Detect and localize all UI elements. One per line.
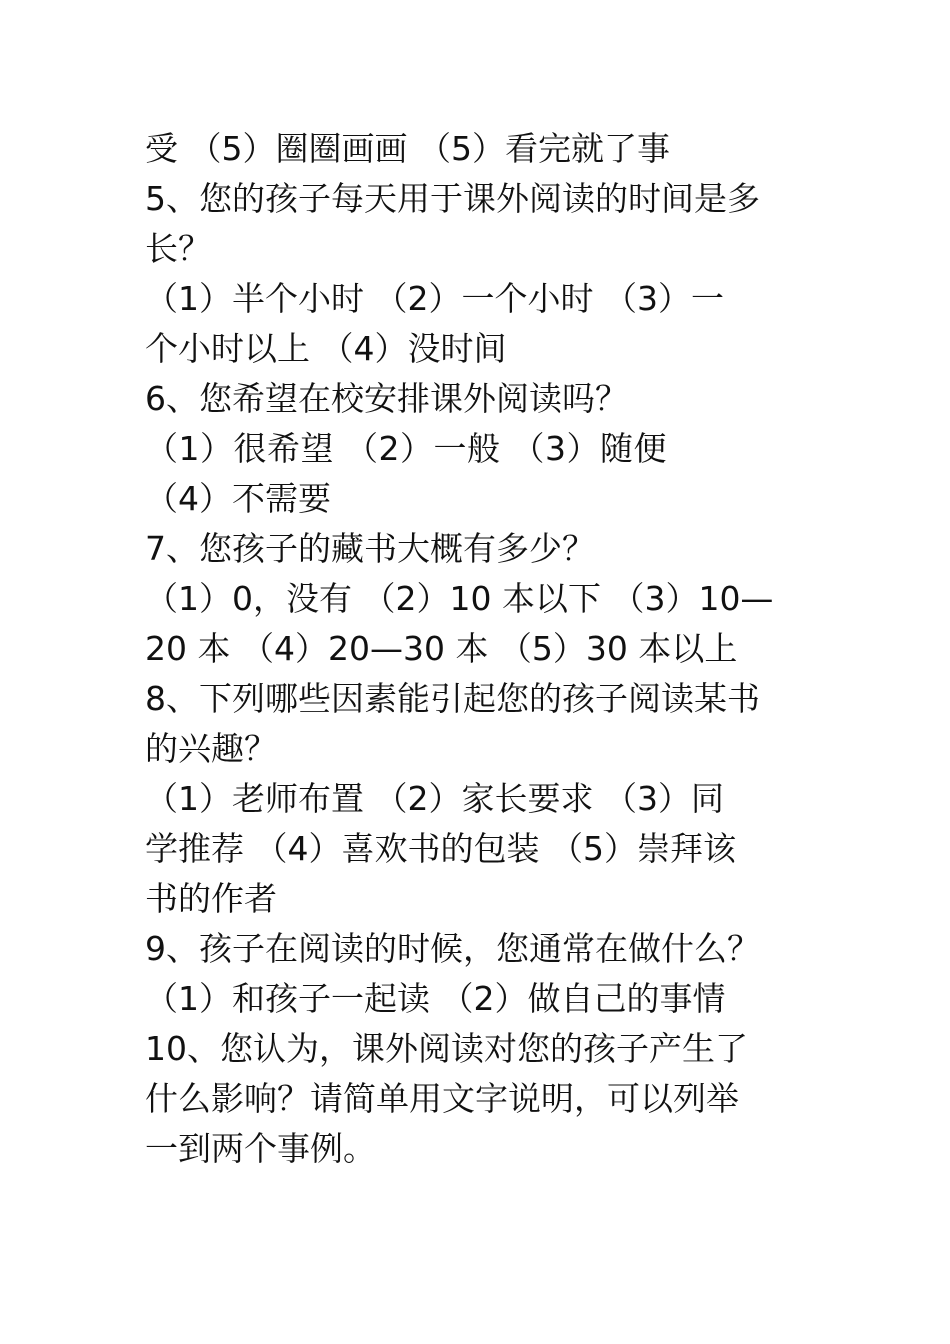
question-7-options-line-2: 20 本 （4）20—30 本 （5）30 本以上 (145, 629, 738, 668)
question-8-options-line-2: 学推荐 （4）喜欢书的包装 （5）崇拜该 (145, 829, 736, 868)
question-6-options-line-2: （4）不需要 (145, 479, 331, 518)
survey-text (145, 124, 807, 1174)
question-10-line-2: 什么影响？请简单用文字说明，可以列举 (145, 1079, 739, 1118)
question-10-line-3: 一到两个事例。 (145, 1129, 376, 1168)
question-6: 6、您希望在校安排课外阅读吗？ (145, 379, 628, 418)
question-9-options: （1）和孩子一起读 （2）做自己的事情 (145, 979, 726, 1018)
question-8-line-2: 的兴趣？ (145, 729, 277, 768)
question-8-options-line-3: 书的作者 (145, 879, 277, 918)
text-line-1: 受 （5）圈圈画画 （5）看完就了事 (145, 129, 670, 168)
question-7-options-line-1: （1）0，没有 （2）10 本以下 （3）10— (145, 579, 774, 618)
question-10-line-1: 10、您认为，课外阅读对您的孩子产生了 (145, 1029, 748, 1068)
question-6-options-line-1: （1）很希望 （2）一般 （3）随便 (145, 429, 667, 468)
question-5-options-line-1: （1）半个小时 （2）一个小时 （3）一 (145, 279, 724, 318)
question-9: 9、孩子在阅读的时候，您通常在做什么？ (145, 929, 760, 968)
question-5-line-2: 长？ (145, 229, 211, 268)
question-7: 7、您孩子的藏书大概有多少？ (145, 529, 595, 568)
question-5-options-line-2: 个小时以上 （4）没时间 (145, 329, 507, 368)
question-8-line-1: 8、下列哪些因素能引起您的孩子阅读某书 (145, 679, 760, 718)
question-8-options-line-1: （1）老师布置 （2）家长要求 （3）同 (145, 779, 724, 818)
question-5-line-1: 5、您的孩子每天用于课外阅读的时间是多 (145, 179, 760, 218)
